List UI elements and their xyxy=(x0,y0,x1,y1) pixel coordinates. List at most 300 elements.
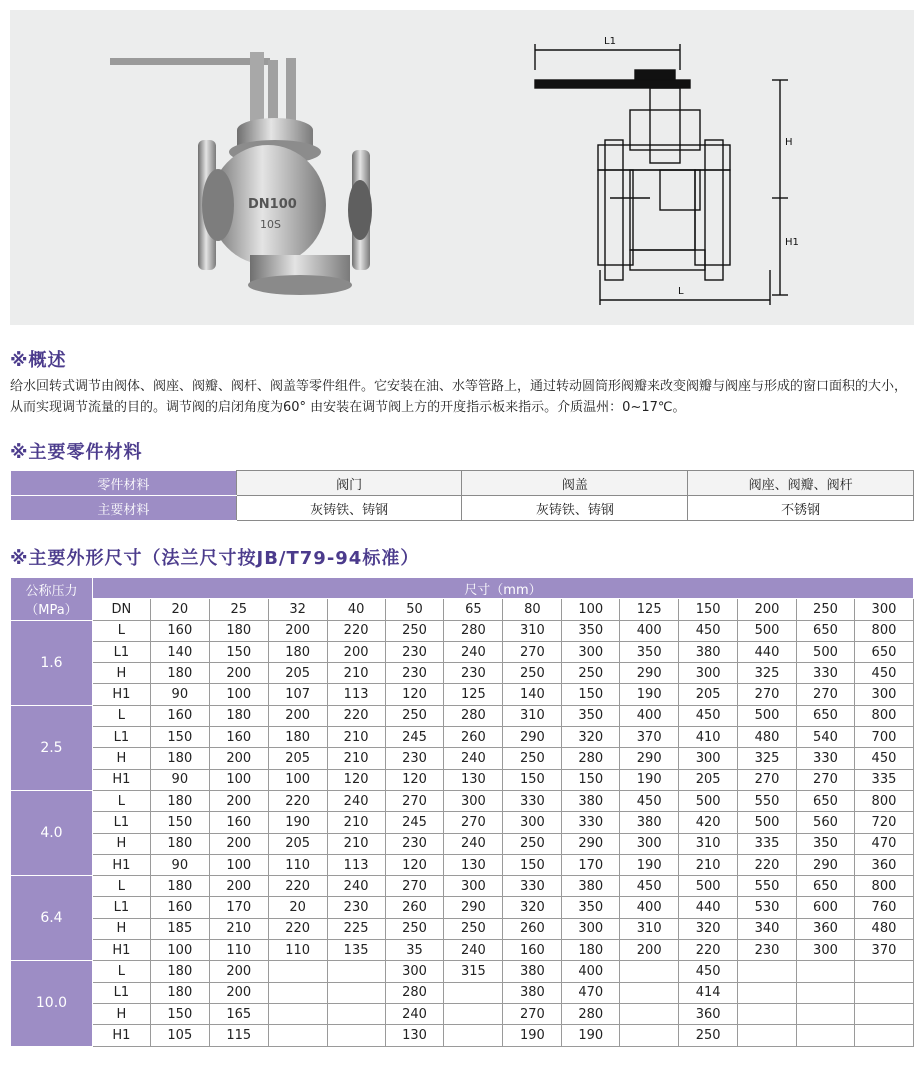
dimension-value: 220 xyxy=(268,876,327,897)
dimension-label: H xyxy=(92,663,150,684)
table-row xyxy=(11,940,914,961)
dn-value: 200 xyxy=(738,599,797,620)
dimension-value: 105 xyxy=(150,1025,209,1046)
dimension-value: 300 xyxy=(679,663,738,684)
dn-value: 65 xyxy=(444,599,503,620)
dimension-value: 260 xyxy=(444,727,503,748)
dimension-value: 720 xyxy=(854,812,913,833)
dimension-value: 290 xyxy=(620,748,679,769)
dimension-value: 210 xyxy=(327,727,385,748)
dimension-value: 250 xyxy=(444,918,503,939)
dimension-value xyxy=(854,1025,913,1046)
dimension-value xyxy=(620,961,679,982)
materials-material: 灰铸铁、铸钢 xyxy=(462,496,688,521)
dimension-value: 270 xyxy=(444,812,503,833)
dimension-value: 500 xyxy=(679,790,738,811)
dimension-value: 150 xyxy=(562,769,620,790)
dimension-value: 170 xyxy=(562,854,620,875)
dimension-value: 414 xyxy=(679,982,738,1003)
table-row xyxy=(11,918,914,939)
dimension-value: 320 xyxy=(562,727,620,748)
photo-lettering-pn: 10S xyxy=(260,218,281,231)
dimension-value: 100 xyxy=(209,684,268,705)
dimension-value: 560 xyxy=(797,812,855,833)
dimension-value: 800 xyxy=(854,790,913,811)
dimension-value: 310 xyxy=(503,705,562,726)
dn-value: 250 xyxy=(797,599,855,620)
dimension-value: 205 xyxy=(679,684,738,705)
dimension-value: 200 xyxy=(268,620,327,641)
dimension-value: 185 xyxy=(150,918,209,939)
dn-value: 32 xyxy=(268,599,327,620)
dimension-value: 350 xyxy=(562,897,620,918)
dimension-value: 220 xyxy=(268,918,327,939)
dimension-value: 130 xyxy=(444,769,503,790)
dimension-value: 270 xyxy=(797,769,855,790)
dn-label: DN xyxy=(92,599,150,620)
dimension-value xyxy=(620,1025,679,1046)
dimension-value: 210 xyxy=(327,663,385,684)
dimension-value: 330 xyxy=(503,790,562,811)
dimension-value xyxy=(738,1003,797,1024)
dimension-value: 300 xyxy=(562,918,620,939)
dimension-value: 420 xyxy=(679,812,738,833)
dimension-value: 240 xyxy=(327,790,385,811)
dimension-value: 480 xyxy=(738,727,797,748)
dimension-value: 380 xyxy=(503,961,562,982)
dimension-value: 240 xyxy=(444,748,503,769)
dimension-value xyxy=(854,1003,913,1024)
dimension-value: 800 xyxy=(854,620,913,641)
dimension-value: 440 xyxy=(679,897,738,918)
dimension-value: 540 xyxy=(797,727,855,748)
dimension-value: 370 xyxy=(620,727,679,748)
dimension-value: 325 xyxy=(738,748,797,769)
dimension-value: 220 xyxy=(327,705,385,726)
dimension-value: 360 xyxy=(854,854,913,875)
dim-header-row xyxy=(11,578,914,599)
dimension-value: 300 xyxy=(503,812,562,833)
pressure-value: 10.0 xyxy=(11,961,93,1046)
pressure-header: 公称压力（MPa） xyxy=(11,578,93,621)
dimension-value: 35 xyxy=(385,940,444,961)
dimension-value: 110 xyxy=(209,940,268,961)
dimension-label: L xyxy=(92,876,150,897)
dimension-value: 500 xyxy=(738,812,797,833)
dimension-value: 280 xyxy=(444,705,503,726)
dimension-value xyxy=(268,982,327,1003)
dimension-value: 440 xyxy=(738,641,797,662)
dimension-value: 330 xyxy=(503,876,562,897)
dimension-value: 270 xyxy=(503,641,562,662)
dimension-value: 210 xyxy=(327,833,385,854)
dimension-value: 650 xyxy=(797,620,855,641)
dimension-value: 190 xyxy=(503,1025,562,1046)
dimension-value: 160 xyxy=(150,620,209,641)
dimension-value: 150 xyxy=(150,812,209,833)
dn-value: 125 xyxy=(620,599,679,620)
dimension-value: 300 xyxy=(620,833,679,854)
dimension-value: 90 xyxy=(150,769,209,790)
dimension-value: 650 xyxy=(854,641,913,662)
dimension-value: 113 xyxy=(327,684,385,705)
dimension-value: 280 xyxy=(562,1003,620,1024)
table-row xyxy=(11,705,914,726)
dimension-value: 140 xyxy=(150,641,209,662)
dimension-value: 140 xyxy=(503,684,562,705)
dimension-value: 290 xyxy=(444,897,503,918)
dimension-value: 120 xyxy=(327,769,385,790)
dimension-value: 205 xyxy=(268,748,327,769)
dimension-value: 190 xyxy=(562,1025,620,1046)
dimension-value: 360 xyxy=(679,1003,738,1024)
dimension-value: 320 xyxy=(503,897,562,918)
dimension-label: L1 xyxy=(92,982,150,1003)
dimension-value: 180 xyxy=(150,748,209,769)
dimension-value: 190 xyxy=(620,769,679,790)
dimension-value: 180 xyxy=(209,620,268,641)
dimension-value: 290 xyxy=(797,854,855,875)
dimension-value: 270 xyxy=(738,769,797,790)
dimension-value: 230 xyxy=(385,748,444,769)
dimension-value: 180 xyxy=(150,961,209,982)
dimension-value: 150 xyxy=(150,1003,209,1024)
dimension-value: 170 xyxy=(209,897,268,918)
dimension-label: L xyxy=(92,620,150,641)
dimension-value: 245 xyxy=(385,812,444,833)
dimension-label: L xyxy=(92,705,150,726)
dimension-label: L xyxy=(92,790,150,811)
dimension-value xyxy=(268,1003,327,1024)
dimension-value: 270 xyxy=(738,684,797,705)
dimension-value: 270 xyxy=(385,876,444,897)
table-row xyxy=(11,1003,914,1024)
table-row xyxy=(11,897,914,918)
dimension-value: 350 xyxy=(562,620,620,641)
dimension-drawing xyxy=(510,30,810,315)
dimension-value xyxy=(268,961,327,982)
dimension-value: 310 xyxy=(503,620,562,641)
dimension-value: 180 xyxy=(268,641,327,662)
dimension-value: 150 xyxy=(562,684,620,705)
table-row xyxy=(11,1025,914,1046)
dimension-value: 280 xyxy=(444,620,503,641)
size-header: 尺寸（mm） xyxy=(92,578,913,599)
photo-lettering-dn: DN100 xyxy=(248,197,297,212)
dimension-value: 470 xyxy=(562,982,620,1003)
dimension-value: 480 xyxy=(854,918,913,939)
dimension-value: 380 xyxy=(562,876,620,897)
table-row xyxy=(11,982,914,1003)
dimension-value: 125 xyxy=(444,684,503,705)
table-row xyxy=(11,727,914,748)
dimension-value: 190 xyxy=(268,812,327,833)
dimension-value xyxy=(327,961,385,982)
table-row xyxy=(11,833,914,854)
dimension-value: 130 xyxy=(444,854,503,875)
valve-photo xyxy=(90,30,410,310)
dimension-value: 230 xyxy=(385,833,444,854)
dimension-value: 225 xyxy=(327,918,385,939)
table-row xyxy=(11,854,914,875)
dimension-value: 280 xyxy=(562,748,620,769)
dimension-value: 200 xyxy=(268,705,327,726)
dimension-value: 300 xyxy=(854,684,913,705)
table-row xyxy=(11,876,914,897)
dimension-value: 450 xyxy=(679,620,738,641)
dimension-value: 380 xyxy=(503,982,562,1003)
dimension-value: 800 xyxy=(854,876,913,897)
materials-row-label: 零件材料 xyxy=(11,471,237,496)
dimension-value: 270 xyxy=(797,684,855,705)
dimension-value: 250 xyxy=(503,833,562,854)
dimension-value: 260 xyxy=(385,897,444,918)
dimension-value: 200 xyxy=(209,663,268,684)
dimension-value: 190 xyxy=(620,684,679,705)
dn-row xyxy=(11,599,914,620)
dimension-label: H xyxy=(92,748,150,769)
dimension-value: 450 xyxy=(620,790,679,811)
pressure-value: 1.6 xyxy=(11,620,93,705)
label-l1: L1 xyxy=(604,36,616,47)
dimension-value: 310 xyxy=(679,833,738,854)
dimension-value: 400 xyxy=(620,705,679,726)
dimension-value: 107 xyxy=(268,684,327,705)
dn-value: 150 xyxy=(679,599,738,620)
dimension-value: 200 xyxy=(209,876,268,897)
dimension-value: 600 xyxy=(797,897,855,918)
table-row xyxy=(11,663,914,684)
dimension-value: 500 xyxy=(679,876,738,897)
table-row xyxy=(11,620,914,641)
pressure-value: 2.5 xyxy=(11,705,93,790)
dimension-value: 180 xyxy=(268,727,327,748)
dimension-value: 335 xyxy=(854,769,913,790)
dimension-value: 20 xyxy=(268,897,327,918)
materials-row-label: 主要材料 xyxy=(11,496,237,521)
materials-part: 阀盖 xyxy=(462,471,688,496)
dimension-value: 240 xyxy=(444,833,503,854)
dimension-value: 180 xyxy=(150,982,209,1003)
dimension-value: 335 xyxy=(738,833,797,854)
label-h1: H1 xyxy=(785,237,799,248)
label-l: L xyxy=(678,286,684,297)
dimension-value xyxy=(738,982,797,1003)
dimension-value: 230 xyxy=(738,940,797,961)
dimension-value xyxy=(620,1003,679,1024)
dimension-value: 300 xyxy=(444,876,503,897)
dimension-value: 300 xyxy=(797,940,855,961)
dimension-value: 280 xyxy=(385,982,444,1003)
overview-text: 给水回转式调节由阀体、阀座、阀瓣、阀杆、阀盖等零件组件。它安装在油、水等管路上，通过转动圆筒形阀瓣来改变阀瓣与阀座与形成的窗口面积的大小，从而实现调节流量的目的。调节阀的启闭角度为60° 由安装在调节阀上方的开度指示板来指示。介质温州：0~17℃。 xyxy=(10,379,908,415)
dimension-value: 200 xyxy=(620,940,679,961)
dimension-label: L1 xyxy=(92,897,150,918)
dimension-value: 260 xyxy=(503,918,562,939)
materials-material-row xyxy=(11,496,914,521)
dimension-value: 310 xyxy=(620,918,679,939)
dimension-value: 290 xyxy=(620,663,679,684)
dimensions-heading: ※主要外形尺寸（法兰尺寸按JB/T79-94标准） xyxy=(10,548,420,569)
materials-part: 阀门 xyxy=(236,471,462,496)
dn-value: 300 xyxy=(854,599,913,620)
dimension-label: H xyxy=(92,833,150,854)
dimension-value: 650 xyxy=(797,876,855,897)
dimension-label: L1 xyxy=(92,641,150,662)
label-h: H xyxy=(785,137,793,148)
dimension-value: 230 xyxy=(385,663,444,684)
overview-heading: ※概述 xyxy=(10,350,67,371)
dimension-value xyxy=(797,1025,855,1046)
dimension-value: 205 xyxy=(268,663,327,684)
table-row xyxy=(11,769,914,790)
dimension-value: 110 xyxy=(268,940,327,961)
dimension-value: 210 xyxy=(209,918,268,939)
dimension-value: 250 xyxy=(503,748,562,769)
dimension-value: 250 xyxy=(503,663,562,684)
dimension-value: 200 xyxy=(209,961,268,982)
dimension-label: H xyxy=(92,918,150,939)
dimension-value: 530 xyxy=(738,897,797,918)
dimension-value: 380 xyxy=(679,641,738,662)
dimension-value: 160 xyxy=(209,812,268,833)
materials-part: 阀座、阀瓣、阀杆 xyxy=(688,471,914,496)
dimension-value: 650 xyxy=(797,705,855,726)
dimension-value: 160 xyxy=(503,940,562,961)
dimension-value xyxy=(797,961,855,982)
dimension-value: 230 xyxy=(327,897,385,918)
dimension-value: 350 xyxy=(620,641,679,662)
dimension-value: 270 xyxy=(385,790,444,811)
dimension-value: 300 xyxy=(385,961,444,982)
dimension-value: 450 xyxy=(854,748,913,769)
dimension-value: 115 xyxy=(209,1025,268,1046)
dimension-value: 160 xyxy=(150,897,209,918)
materials-material: 灰铸铁、铸钢 xyxy=(236,496,462,521)
dimension-value: 220 xyxy=(679,940,738,961)
dimension-value: 130 xyxy=(385,1025,444,1046)
materials-heading: ※主要零件材料 xyxy=(10,442,143,463)
dimension-value: 800 xyxy=(854,705,913,726)
pressure-value: 4.0 xyxy=(11,790,93,875)
dimension-value: 700 xyxy=(854,727,913,748)
dimension-value: 180 xyxy=(150,833,209,854)
dimension-value: 380 xyxy=(620,812,679,833)
dimension-value xyxy=(620,982,679,1003)
table-row xyxy=(11,961,914,982)
dimension-value: 450 xyxy=(854,663,913,684)
dimension-value: 200 xyxy=(209,790,268,811)
dimension-value xyxy=(797,982,855,1003)
dimension-value: 330 xyxy=(797,748,855,769)
dimension-value: 270 xyxy=(503,1003,562,1024)
dimension-value: 210 xyxy=(327,812,385,833)
table-row xyxy=(11,790,914,811)
dimension-value: 400 xyxy=(620,897,679,918)
dimension-value xyxy=(268,1025,327,1046)
dimension-value: 240 xyxy=(327,876,385,897)
dimension-value: 100 xyxy=(209,769,268,790)
dimension-label: H1 xyxy=(92,940,150,961)
dimension-value: 300 xyxy=(562,641,620,662)
dn-value: 100 xyxy=(562,599,620,620)
dimension-value: 500 xyxy=(738,620,797,641)
dimension-value xyxy=(327,982,385,1003)
dimension-value: 360 xyxy=(797,918,855,939)
dimension-value: 135 xyxy=(327,940,385,961)
dn-value: 25 xyxy=(209,599,268,620)
dimension-value xyxy=(854,982,913,1003)
dimension-value: 500 xyxy=(738,705,797,726)
dimension-value xyxy=(797,1003,855,1024)
dimension-value: 220 xyxy=(738,854,797,875)
dimension-value: 550 xyxy=(738,876,797,897)
dimension-value: 210 xyxy=(679,854,738,875)
dimension-value xyxy=(444,982,503,1003)
dimension-value: 230 xyxy=(444,663,503,684)
dimension-value: 90 xyxy=(150,854,209,875)
dn-value: 20 xyxy=(150,599,209,620)
dimension-label: H xyxy=(92,1003,150,1024)
dimension-value: 240 xyxy=(444,641,503,662)
dimension-value: 550 xyxy=(738,790,797,811)
dimension-value: 300 xyxy=(444,790,503,811)
dimension-label: H1 xyxy=(92,769,150,790)
table-row xyxy=(11,684,914,705)
dimension-value xyxy=(738,1025,797,1046)
dimension-value: 340 xyxy=(738,918,797,939)
dimension-value: 250 xyxy=(679,1025,738,1046)
dimension-value: 325 xyxy=(738,663,797,684)
dimension-value: 160 xyxy=(209,727,268,748)
dimension-value xyxy=(327,1003,385,1024)
dimension-value xyxy=(444,1025,503,1046)
dimension-value: 205 xyxy=(679,769,738,790)
dimension-value: 200 xyxy=(209,748,268,769)
dimension-value: 160 xyxy=(150,705,209,726)
product-images-panel xyxy=(10,10,914,325)
dimension-value: 150 xyxy=(150,727,209,748)
dimension-value: 100 xyxy=(150,940,209,961)
table-row xyxy=(11,641,914,662)
dimension-value: 220 xyxy=(268,790,327,811)
dimension-value: 120 xyxy=(385,769,444,790)
materials-table xyxy=(10,470,914,521)
dn-value: 50 xyxy=(385,599,444,620)
dimension-value: 250 xyxy=(385,620,444,641)
dimension-value: 320 xyxy=(679,918,738,939)
dimension-label: H1 xyxy=(92,684,150,705)
dimension-value: 450 xyxy=(679,705,738,726)
dimension-value: 400 xyxy=(562,961,620,982)
dimension-value: 470 xyxy=(854,833,913,854)
dimension-value: 350 xyxy=(797,833,855,854)
dimension-value: 450 xyxy=(620,876,679,897)
dimension-value: 180 xyxy=(150,876,209,897)
dimension-value: 120 xyxy=(385,684,444,705)
dimension-value: 190 xyxy=(620,854,679,875)
dimension-value: 290 xyxy=(562,833,620,854)
dimension-label: H1 xyxy=(92,1025,150,1046)
dimension-value: 330 xyxy=(797,663,855,684)
dimension-value: 760 xyxy=(854,897,913,918)
dimension-value: 100 xyxy=(268,769,327,790)
dimension-value: 110 xyxy=(268,854,327,875)
dimension-value: 150 xyxy=(503,769,562,790)
table-row xyxy=(11,748,914,769)
dimension-value: 500 xyxy=(797,641,855,662)
dn-value: 80 xyxy=(503,599,562,620)
pressure-value: 6.4 xyxy=(11,876,93,961)
